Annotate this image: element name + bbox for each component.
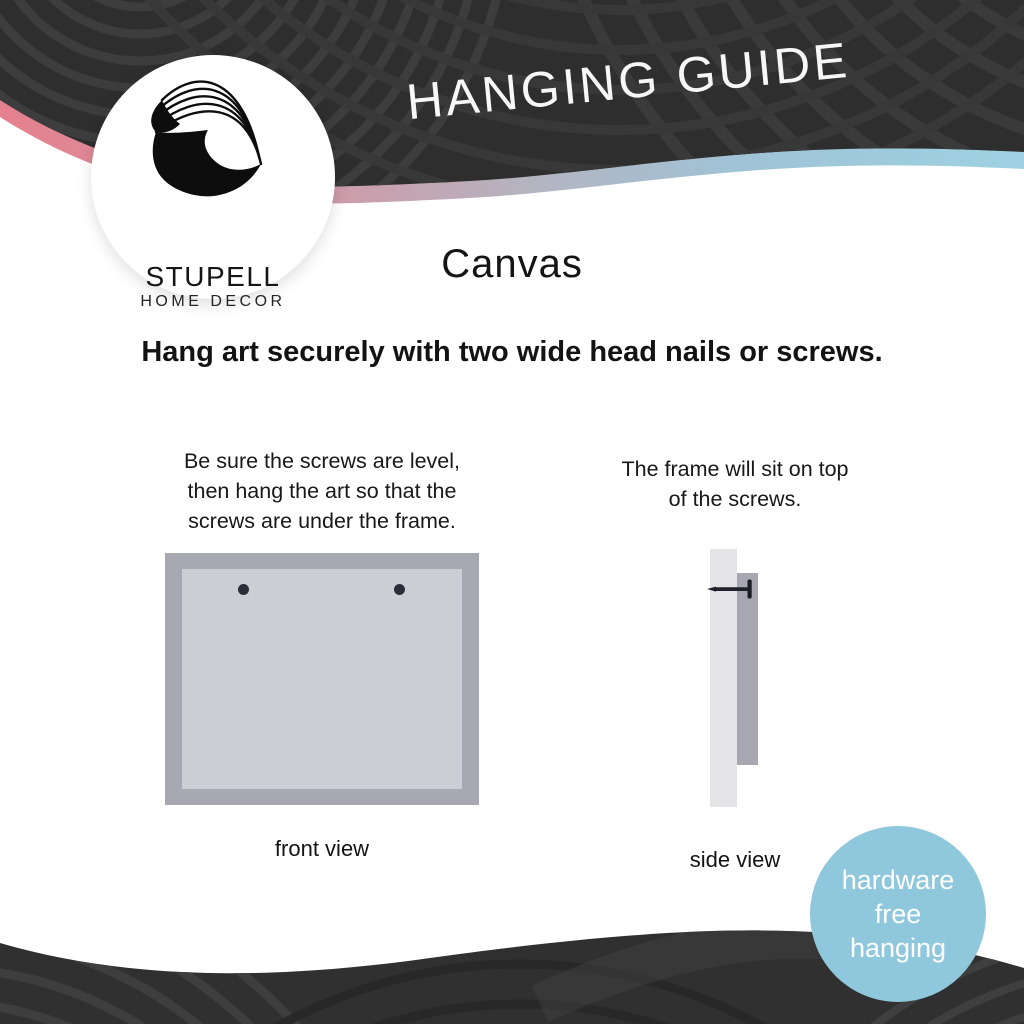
front-view-diagram xyxy=(165,553,479,805)
badge-line: hardware xyxy=(841,865,955,895)
brand-tagline: HOME DECOR xyxy=(140,293,286,310)
brand-logo-badge xyxy=(91,55,335,310)
side-view-note xyxy=(585,454,885,514)
brand-name: STUPELL xyxy=(145,261,281,292)
badge-line: hanging xyxy=(849,933,947,963)
canvas-inner-panel xyxy=(182,569,462,789)
hardware-free-badge xyxy=(810,826,986,1002)
front-view-note-line: then hang the art so that the xyxy=(187,479,457,503)
front-view-caption: front view xyxy=(274,836,370,861)
headline: Hang art securely with two wide head nails or screws. xyxy=(141,336,883,368)
side-view-caption: side view xyxy=(689,847,781,872)
front-view-note-line: Be sure the screws are level, xyxy=(183,449,461,473)
front-view-note-line: screws are under the frame. xyxy=(188,509,456,533)
screw-dot-right xyxy=(394,584,405,595)
screw-dot-left xyxy=(238,584,249,595)
side-view-note-line: of the screws. xyxy=(668,487,802,511)
badge-line: free xyxy=(874,899,922,929)
header-title: HANGING GUIDE xyxy=(404,31,852,131)
product-type-title: Canvas xyxy=(441,242,583,286)
side-view-note-line: The frame will sit on top xyxy=(621,457,849,481)
front-view-note xyxy=(152,446,492,536)
nail-icon xyxy=(706,576,758,602)
